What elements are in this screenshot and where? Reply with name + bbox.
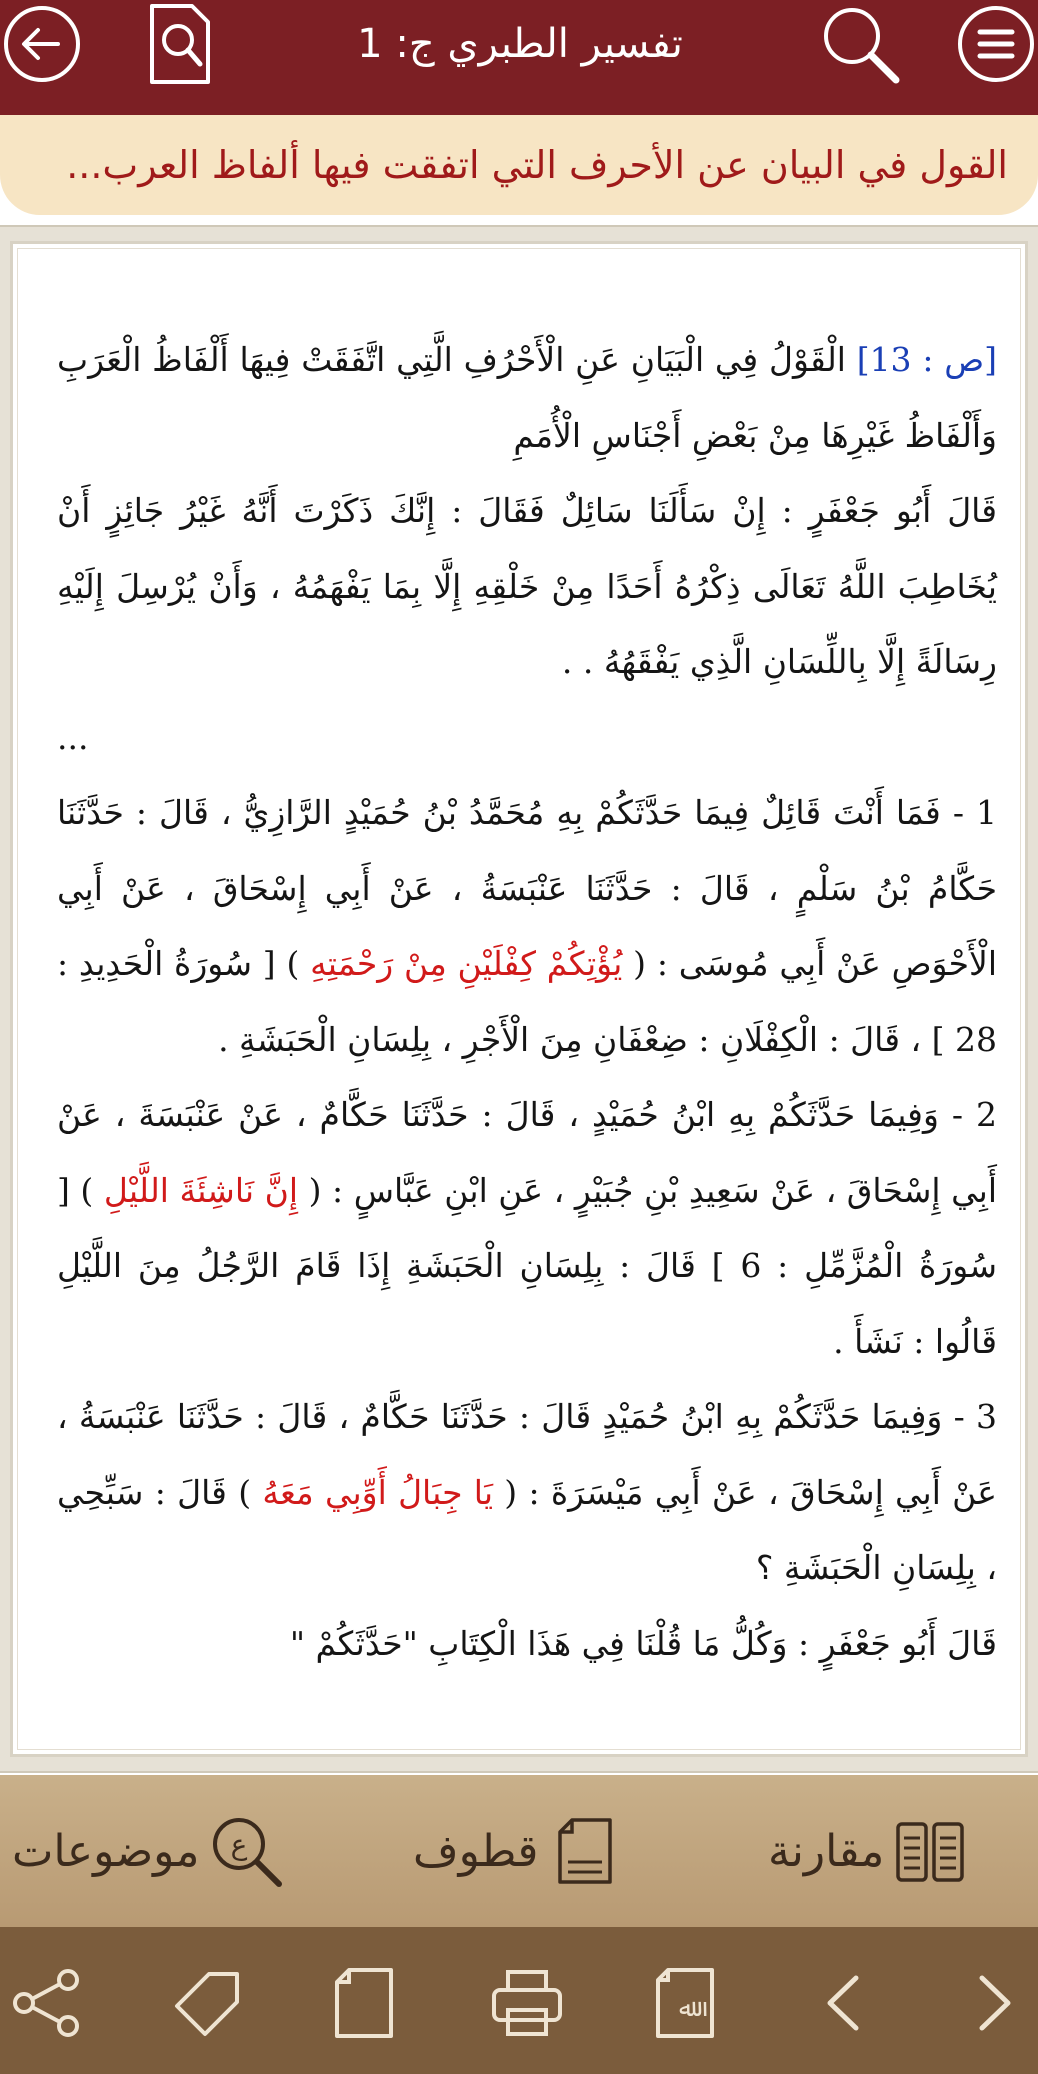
hadith-3-text: 3 - وَفِيمَا حَدَّثَكُمْ بِهِ ابْنُ حُمَيْدٍ قَالَ : حَدَّثَنَا حَكَّامٌ ، قَالَ : حَدَّثَنَا عَنْبَسَةُ ، عَنْ أَبِي إِسْحَاقَ ، عَنْ أَبِي مَيْسَرَةَ : ( [57,1397,997,1512]
chapter-banner[interactable] [0,115,1038,215]
verse-3[interactable]: يَا جِبَالُ أَوِّبِي مَعَهُ [262,1472,494,1512]
menu-icon [954,2,1038,86]
feature-tabs [0,1775,1038,1927]
quran-icon [646,1964,724,2042]
hadith-2 [57,1077,997,1379]
print-button[interactable] [485,1961,569,2045]
heading-text: الْقَوْلُ فِي الْبَيَانِ عَنِ الْأَحْرُفِ الَّتِي اتَّفَقَتْ فِيهَا أَلْفَاظُ الْعَرَبِ وَأَلْفَاظُ غَيْرِهَا مِنْ بَعْضِ أَجْنَاسِ الْأُمَمِ [57,340,997,455]
tab-topics[interactable] [4,1803,285,1899]
tab-topics-label: موضوعات [12,1825,200,1877]
document-icon [546,1812,624,1890]
book-title: تفسير الطبري ج: 1 [357,21,683,67]
tab-excerpts[interactable] [405,1803,624,1899]
hadith-1-text: 1 - فَمَا أَنْتَ قَائِلٌ فِيمَا حَدَّثَكُمْ بِهِ مُحَمَّدُ بْنُ حُمَيْدٍ الرَّازِيُّ ، قَالَ : حَدَّثَنَا حَكَّامُ بْنُ سَلْمٍ ، قَالَ : حَدَّثَنَا عَنْبَسَةُ ، عَنْ أَبِي إِسْحَاقَ ، عَنْ أَبِي الْأَحْوَصِ عَنْ أَبِي مُوسَى : ( [57,793,997,983]
previous-button[interactable] [803,1961,887,2045]
tab-compare[interactable] [760,1803,970,1899]
tag-button[interactable] [166,1961,250,2045]
quran-button[interactable] [643,1961,727,2045]
svg-text:ع: ع [231,1828,248,1861]
chapter-title: القول في البيان عن الأحرف التي اتفقت فيها ألفاظ العرب... [66,143,1008,187]
search-icon [818,2,902,86]
back-button[interactable] [0,2,84,86]
compare-books-icon [892,1812,970,1890]
text-panel [10,241,1028,1757]
ellipsis: ... [57,717,89,757]
hadith-2-tail: ) [ سُورَةُ الْمُزَّمِّلِ : 6 ] قَالَ : بِلِسَانِ الْحَبَشَةِ إِذَا قَامَ الرَّجُلُ مِنَ اللَّيْلِ قَالُوا : نَشَأَ . [57,1170,997,1361]
page-reference[interactable]: [ص : 13] [856,340,997,379]
closing-paragraph: قَالَ أَبُو جَعْفَرٍ : وَكُلُّ مَا قُلْنَا فِي هَذَا الْكِتَابِ "حَدَّثَكُمْ " [289,1623,997,1663]
previous-icon [806,1964,884,2042]
svg-text:ﷲ: ﷲ [678,1994,694,2022]
page-icon [325,1964,403,2042]
search-button[interactable] [818,2,902,86]
hadith-1 [57,775,997,1077]
print-icon [488,1964,566,2042]
hadith-2-text: 2 - وَفِيمَا حَدَّثَكُمْ بِهِ ابْنُ حُمَيْدٍ ، قَالَ : حَدَّثَنَا حَكَّامٌ ، عَنْ عَنْبَسَةَ ، عَنْ أَبِي إِسْحَاقَ ، عَنْ سَعِيدِ بْنِ جُبَيْرٍ ، عَنِ ابْنِ عَبَّاسٍ : ( [57,1095,998,1210]
back-icon [0,2,84,86]
app-header [0,0,1038,115]
tab-compare-label: مقارنة [768,1825,885,1877]
page-button[interactable] [322,1961,406,2045]
verse-1[interactable]: يُؤْتِكُمْ كِفْلَيْنِ مِنْ رَحْمَتِهِ [310,944,623,983]
next-icon [954,1964,1032,2042]
bottom-toolbar [0,1927,1038,2074]
tag-icon [169,1964,247,2042]
text-frame [0,225,1038,1773]
topic-search-icon [207,1812,285,1890]
search-in-book-button[interactable] [138,2,222,86]
hadith-3-tail: ) قَالَ : سَبِّحِي ، بِلِسَانِ الْحَبَشَةِ ؟ [57,1472,997,1587]
next-button[interactable] [951,1961,1035,2045]
tab-excerpts-label: قطوف [413,1825,539,1877]
intro-paragraph: قَالَ أَبُو جَعْفَرٍ : إِنْ سَأَلَنَا سَائِلٌ فَقَالَ : إِنَّكَ ذَكَرْتَ أَنَّهُ غَيْرُ جَائِزٍ أَنْ يُخَاطِبَ اللَّهُ تَعَالَى ذِكْرُهُ أَحَدًا مِنْ خَلْقِهِ إِلَّا بِمَا يَفْهَمُهُ ، وَأَنْ يُرْسِلَ إِلَيْهِ رِسَالَةً إِلَّا بِاللِّسَانِ الَّذِي يَفْقَهُهُ . . [57,491,997,681]
hadith-1-tail: ) [ سُورَةُ الْحَدِيدِ : 28 ] ، قَالَ : الْكِفْلَانِ : ضِعْفَانِ مِنَ الْأَجْرِ ، بِلِسَانِ الْحَبَشَةِ . [57,944,997,1059]
search-document-icon [138,2,222,86]
menu-button[interactable] [954,2,1038,86]
section-heading [57,322,997,473]
share-icon [8,1964,86,2042]
book-text[interactable] [57,322,997,1681]
share-button[interactable] [5,1961,89,2045]
verse-2[interactable]: إِنَّ نَاشِئَةَ اللَّيْلِ [103,1170,299,1210]
hadith-3 [57,1379,997,1606]
